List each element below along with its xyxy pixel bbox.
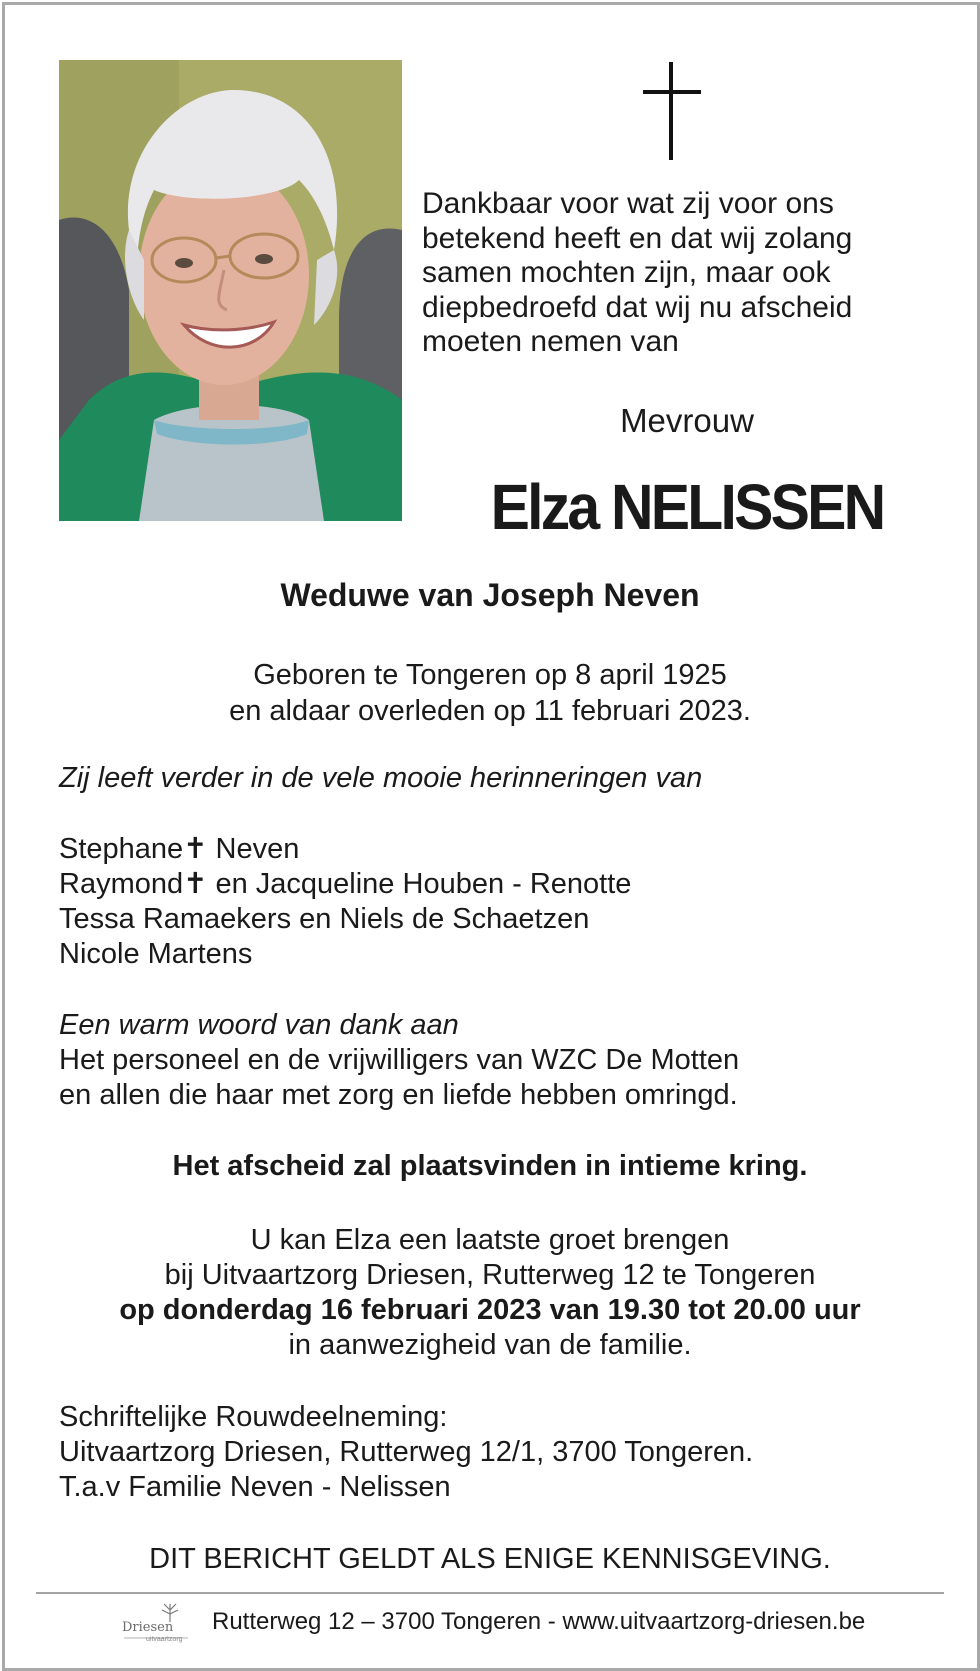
condolence-info bbox=[59, 1400, 753, 1505]
footer-address: Rutterweg 12 – 3700 Tongeren - www.uitvaartzorg-driesen.be bbox=[212, 1608, 866, 1635]
intro-text bbox=[422, 187, 942, 360]
condolence-line: Schriftelijke Rouwdeelneming: bbox=[59, 1401, 448, 1433]
footer-divider bbox=[36, 1592, 944, 1594]
intro-line: samen mochten zijn, maar ook bbox=[422, 256, 831, 289]
thanks-line: Het personeel en de vrijwilligers van WZC De Motten bbox=[59, 1044, 740, 1076]
visit-datetime: op donderdag 16 februari 2023 van 19.30 tot 20.00 uur bbox=[119, 1294, 861, 1326]
condolence-line: T.a.v Familie Neven - Nelissen bbox=[59, 1471, 451, 1503]
portrait-illustration bbox=[59, 60, 402, 521]
visit-line: U kan Elza een laatste groet brengen bbox=[250, 1224, 730, 1256]
widow-line: Weduwe van Joseph Neven bbox=[280, 577, 700, 613]
deceased-name: Elza NELISSEN bbox=[490, 471, 884, 543]
birth-death-info bbox=[0, 657, 980, 729]
funeral-home-logo bbox=[122, 1600, 192, 1648]
visit-line: in aanwezigheid van de familie. bbox=[288, 1329, 692, 1361]
family-list bbox=[59, 832, 631, 972]
thanks-line: en allen die haar met zorg en liefde hebben omringd. bbox=[59, 1079, 738, 1111]
thanks-text bbox=[59, 1043, 739, 1113]
logo-subtext: uitvaartzorg bbox=[146, 1636, 183, 1643]
visit-line: bij Uitvaartzorg Driesen, Rutterweg 12 te Tongeren bbox=[164, 1259, 816, 1291]
salutation: Mevrouw bbox=[620, 402, 754, 439]
intro-line: betekend heeft en dat wij zolang bbox=[422, 221, 853, 255]
intro-line: moeten nemen van bbox=[422, 325, 679, 358]
born-line: Geboren te Tongeren op 8 april 1925 bbox=[253, 659, 727, 691]
family-member: Stephane✝ Neven bbox=[59, 833, 300, 865]
intro-line: diepbedroefd dat wij nu afscheid bbox=[422, 290, 853, 324]
logo-text: Driesen bbox=[122, 1620, 174, 1635]
thanks-heading: Een warm woord van dank aan bbox=[59, 1009, 459, 1041]
portrait-photo bbox=[59, 60, 402, 521]
family-member: Tessa Ramaekers en Niels de Schaetzen bbox=[59, 903, 590, 935]
family-member: Raymond✝ en Jacqueline Houben - Renotte bbox=[59, 868, 632, 900]
cross-icon bbox=[643, 62, 703, 160]
family-member: Nicole Martens bbox=[59, 938, 253, 970]
visitation-info bbox=[0, 1223, 980, 1363]
farewell-notice: Het afscheid zal plaatsvinden in intieme kring. bbox=[172, 1150, 808, 1182]
intro-line: Dankbaar voor wat zij voor ons bbox=[422, 187, 834, 220]
condolence-line: Uitvaartzorg Driesen, Rutterweg 12/1, 3700 Tongeren. bbox=[59, 1436, 754, 1468]
died-line: en aldaar overleden op 11 februari 2023. bbox=[229, 695, 751, 727]
memories-heading: Zij leeft verder in de vele mooie herinneringen van bbox=[59, 762, 703, 794]
official-notice: DIT BERICHT GELDT ALS ENIGE KENNISGEVING. bbox=[149, 1543, 831, 1575]
